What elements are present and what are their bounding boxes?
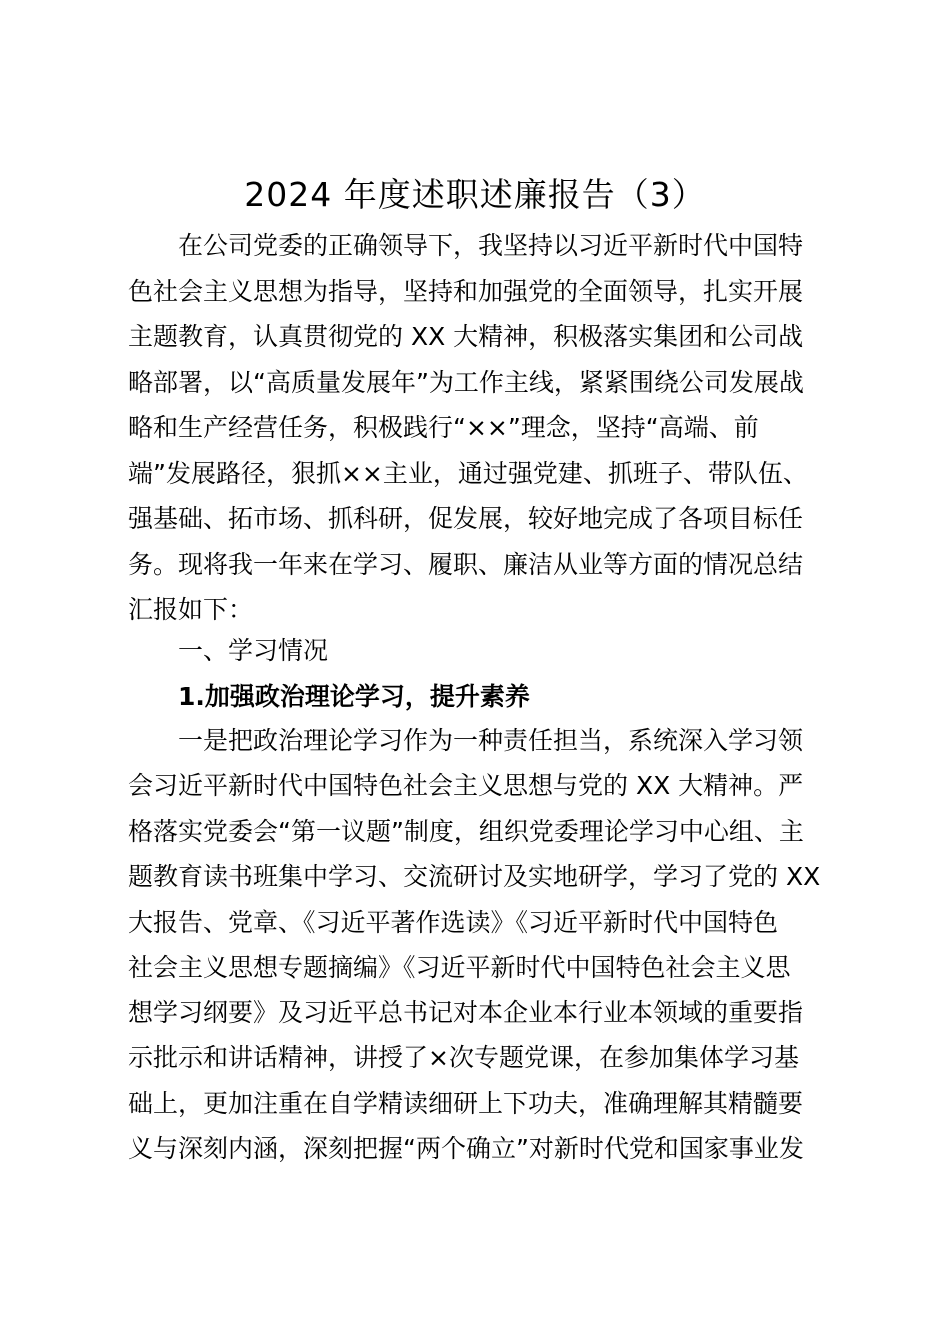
paragraph-line: 义与深刻内涵，深刻把握“两个确立”对新时代党和国家事业发 bbox=[128, 1134, 804, 1163]
subsection-heading: 1.加强政治理论学习，提升素养 bbox=[178, 682, 530, 711]
paragraph-line: 一是把政治理论学习作为一种责任担当，系统深入学习领 bbox=[178, 726, 804, 755]
paragraph-line: 题教育读书班集中学习、交流研讨及实地研学，学习了党的 XX bbox=[128, 862, 821, 891]
section-heading: 一、学习情况 bbox=[178, 636, 329, 665]
paragraph-line: 大报告、党章、《习近平著作选读》《习近平新时代中国特色 bbox=[128, 908, 779, 937]
paragraph-line: 汇报如下： bbox=[128, 595, 254, 624]
document-title: 2024 年度述职述廉报告（3） bbox=[244, 175, 706, 214]
paragraph-line: 端”发展路径，狠抓××主业，通过强党建、抓班子、带队伍、 bbox=[128, 459, 808, 488]
paragraph-line: 础上，更加注重在自学精读细研上下功夫，准确理解其精髓要 bbox=[128, 1089, 804, 1118]
paragraph-line: 格落实党委会“第一议题”制度，组织党委理论学习中心组、主 bbox=[128, 817, 804, 846]
paragraph-line: 示批示和讲话精神，讲授了×次专题党课，在参加集体学习基 bbox=[128, 1043, 799, 1072]
paragraph-line: 略部署，以“高质量发展年”为工作主线，紧紧围绕公司发展战 bbox=[128, 368, 804, 397]
paragraph-line: 主题教育，认真贯彻党的 XX 大精神，积极落实集团和公司战 bbox=[128, 322, 804, 351]
paragraph-line: 会习近平新时代中国特色社会主义思想与党的 XX 大精神。严 bbox=[128, 771, 804, 800]
paragraph-line: 色社会主义思想为指导，坚持和加强党的全面领导，扎实开展 bbox=[128, 277, 804, 306]
paragraph-line: 社会主义思想专题摘编》《习近平新时代中国特色社会主义思 bbox=[128, 953, 791, 982]
paragraph-line: 略和生产经营任务，积极践行“××”理念，坚持“高端、前 bbox=[128, 413, 759, 442]
paragraph-line: 务。现将我一年来在学习、履职、廉洁从业等方面的情况总结 bbox=[128, 550, 804, 579]
paragraph-line: 想学习纲要》及习近平总书记对本企业本行业本领域的重要指 bbox=[128, 998, 804, 1027]
paragraph-line: 强基础、拓市场、抓科研，促发展，较好地完成了各项目标任 bbox=[128, 504, 804, 533]
paragraph-line: 在公司党委的正确领导下，我坚持以习近平新时代中国特 bbox=[178, 231, 804, 260]
